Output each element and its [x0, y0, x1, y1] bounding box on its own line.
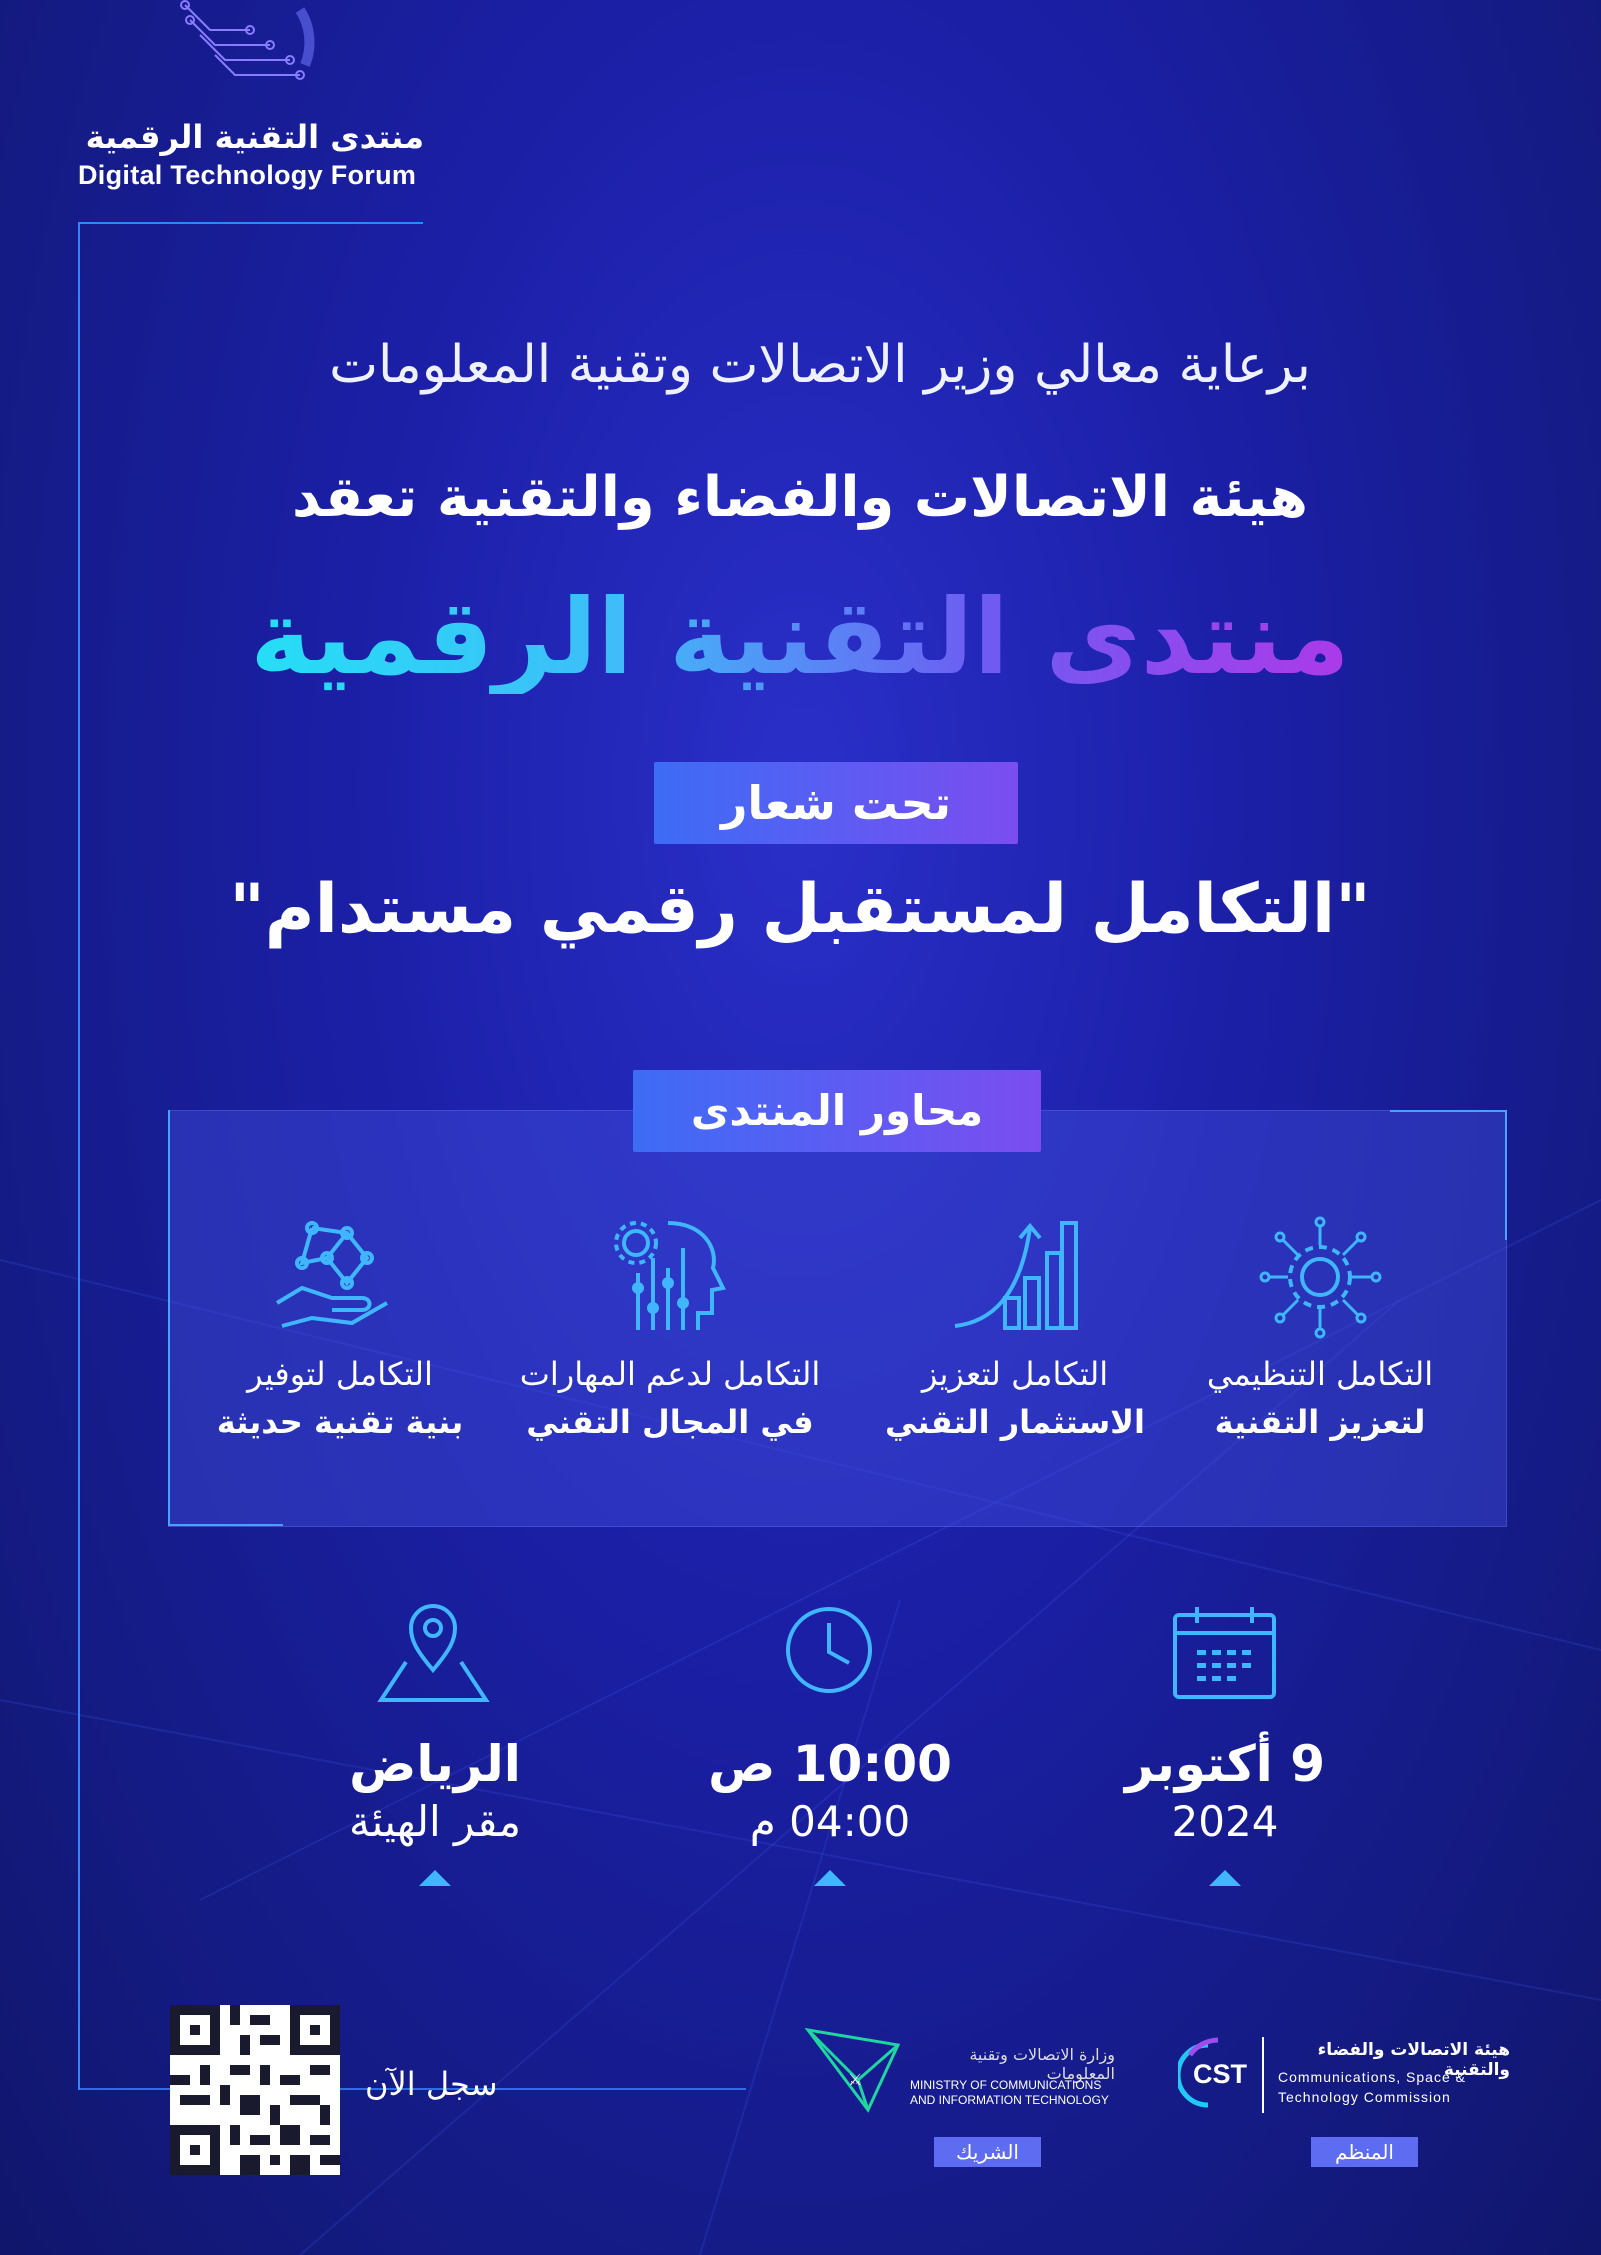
axes-frame-top	[1390, 1110, 1507, 1112]
frame-line-top	[78, 222, 423, 224]
event-city: الرياض	[349, 1735, 521, 1793]
qr-code[interactable]	[170, 2005, 340, 2175]
axis-item-line1: التكامل لدعم المهارات	[519, 1355, 821, 1393]
svg-text:⚔: ⚔	[848, 2070, 863, 2089]
cst-divider	[1262, 2037, 1264, 2113]
axis-item-line2: لتعزيز التقنية	[1214, 1403, 1426, 1441]
growth-chart-icon	[950, 1218, 1080, 1337]
partner-name-en	[910, 2078, 1109, 2108]
axis-item-line1: التكامل لتعزيز	[921, 1355, 1109, 1393]
time-pointer-icon	[814, 1870, 846, 1886]
partner-name-en-line2: AND INFORMATION TECHNOLOGY	[910, 2093, 1109, 2107]
organizer-name-en-line2: Technology Commission	[1278, 2089, 1451, 2105]
brand-logo-mark	[140, 0, 320, 99]
event-location	[265, 1735, 605, 1886]
event-time-start: 10:00 ص	[708, 1735, 952, 1793]
axes-frame-right	[1505, 1110, 1507, 1240]
ministry-logo-icon	[798, 2025, 908, 2119]
forum-title: منتدى التقنية الرقمية	[200, 580, 1400, 694]
organizer-name-ar: هيئة الاتصالات والفضاء والتقنية	[1317, 2040, 1510, 2080]
slogan-text: "التكامل لمستقبل رقمي مستدام"	[229, 870, 1371, 949]
axis-item-regulatory	[1160, 1350, 1480, 1446]
event-date-year: 2024	[1171, 1797, 1279, 1846]
cst-abbr: CST	[1193, 2059, 1247, 2089]
organizer-line: هيئة الاتصالات والفضاء والتقنية تعقد	[292, 465, 1308, 530]
axes-frame-bottom	[168, 1524, 283, 1526]
event-date	[1055, 1735, 1395, 1886]
axes-frame-left	[168, 1110, 170, 1526]
clock-icon	[784, 1605, 874, 1699]
organizer-name-en	[1278, 2067, 1466, 2107]
partner-name-en-line1: MINISTRY OF COMMUNICATIONS	[910, 2078, 1102, 2092]
patronage-line: برعاية معالي وزير الاتصالات وتقنية المعلومات	[329, 335, 1311, 395]
axis-item-infrastructure	[200, 1350, 480, 1446]
partner-name-ar: وزارة الاتصالات وتقنية المعلومات	[969, 2045, 1115, 2083]
brand-name-ar: منتدى التقنية الرقمية	[85, 118, 424, 156]
axis-item-skills	[490, 1350, 850, 1446]
axis-item-line2: في المجال التقني	[526, 1403, 814, 1441]
location-pin-icon	[376, 1600, 491, 1709]
axis-item-line2: بنية تقنية حديثة	[216, 1403, 464, 1441]
head-gear-icon	[608, 1218, 728, 1337]
axis-item-line2: الاستثمار التقني	[885, 1403, 1145, 1441]
date-pointer-icon	[1209, 1870, 1241, 1886]
location-pointer-icon	[419, 1870, 451, 1886]
organizer-tag: المنظم	[1311, 2137, 1418, 2167]
slogan-tag: تحت شعار	[654, 762, 1018, 844]
event-time	[660, 1735, 1000, 1886]
axis-item-line1: التكامل التنظيمي	[1206, 1355, 1434, 1393]
organizer-name-en-line1: Communications, Space &	[1278, 2069, 1466, 2085]
event-date-main: 9 أكتوبر	[1124, 1735, 1326, 1793]
calendar-icon	[1172, 1605, 1277, 1704]
axes-tag: محاور المنتدى	[633, 1070, 1041, 1152]
brand-name-en: Digital Technology Forum	[78, 160, 417, 190]
partner-tag: الشريك	[934, 2137, 1041, 2167]
hand-circuit-icon	[272, 1218, 392, 1337]
axis-item-investment	[855, 1350, 1175, 1446]
register-link[interactable]: سجل الآن	[365, 2065, 498, 2103]
event-venue: مقر الهيئة	[349, 1797, 521, 1846]
frame-line-left	[78, 222, 80, 2090]
network-gear-icon	[1258, 1215, 1383, 1344]
event-time-end: 04:00 م	[749, 1797, 911, 1846]
axis-item-line1: التكامل لتوفير	[247, 1355, 433, 1393]
